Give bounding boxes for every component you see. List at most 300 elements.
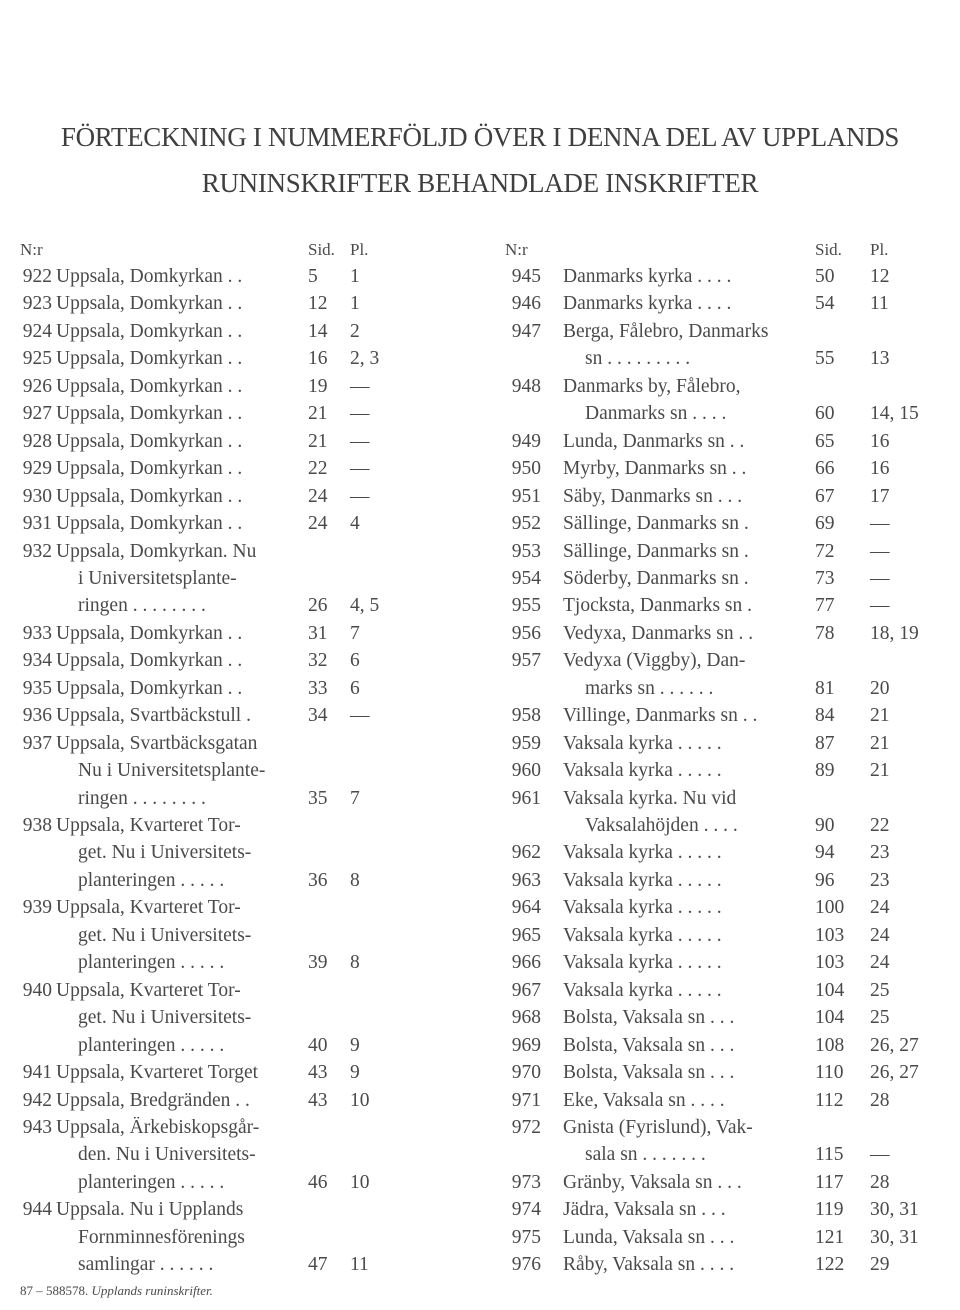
entry-number: 957 [511,650,541,672]
entry-continuation-row [20,842,390,869]
entry-number: 958 [511,705,541,727]
entry-number: 926 [22,375,52,397]
entry-number: 927 [22,403,52,425]
entry-location: planteringen . . . . . [78,1034,225,1056]
entry-location: Uppsala, Domkyrkan. Nu [56,540,257,562]
entry-page: 39 [308,952,328,974]
entry-location: Vaksala kyrka . . . . . [563,979,722,1001]
entry-location: Jädra, Vaksala sn . . . [563,1199,726,1221]
entry-continuation-row [20,595,390,622]
entry-row [505,1090,925,1117]
entry-row [505,650,925,677]
entry-continuation-row [20,1035,390,1062]
entry-page: 78 [815,622,835,644]
entry-page: 110 [815,1062,844,1084]
entry-page: 47 [308,1254,328,1276]
entry-plate: 11 [350,1254,369,1276]
entry-row [20,348,390,375]
entry-plate: — [350,430,370,452]
header-pl: Pl. [870,240,889,259]
entry-number: 973 [511,1171,541,1193]
entry-number: 923 [22,293,52,315]
entry-page: 104 [815,1007,845,1029]
entry-plate: 21 [870,760,890,782]
entry-location: samlingar . . . . . . [78,1254,214,1276]
entry-plate: 4 [350,513,360,535]
entry-number: 949 [511,430,541,452]
entry-row [20,650,390,677]
entry-page: 100 [815,897,845,919]
entry-location: Uppsala, Kvarteret Tor- [56,897,241,919]
entry-number: 940 [22,979,52,1001]
entry-continuation-row [20,1254,390,1281]
entry-plate: — [350,458,370,480]
entry-location: Bolsta, Vaksala sn . . . [563,1062,735,1084]
entry-page: 34 [308,705,328,727]
entry-continuation-row [20,1227,390,1254]
entry-plate: 25 [870,979,890,1001]
entry-row [505,321,925,348]
entry-location: Berga, Fålebro, Danmarks [563,320,769,342]
entry-page: 16 [308,348,328,370]
entry-number: 971 [511,1089,541,1111]
entry-location: Söderby, Danmarks sn . [563,567,749,589]
entry-page: 103 [815,924,845,946]
entry-page: 50 [815,266,835,287]
entry-number: 951 [511,485,541,507]
entry-number: 939 [22,897,52,919]
entry-page: 87 [815,732,835,754]
entry-row [505,266,925,293]
entry-location: Vaksala kyrka. Nu vid [563,787,737,809]
entry-continuation-row [20,1007,390,1034]
footer [20,1283,213,1299]
entry-row [505,1007,925,1034]
entry-number: 935 [22,677,52,699]
entry-page: 66 [815,458,835,480]
entry-plate: 16 [870,458,890,480]
entry-plate: 1 [350,266,360,287]
header-pl: Pl. [350,240,369,259]
entry-number: 932 [22,540,52,562]
entry-location: Uppsala, Domkyrkan . . [56,458,243,480]
entry-page: 33 [308,677,328,699]
entry-page: 108 [815,1034,845,1056]
entry-number: 925 [22,348,52,370]
entry-location: Gränby, Vaksala sn . . . [563,1171,742,1193]
entry-row [505,1035,925,1062]
entry-page: 21 [308,403,328,425]
entry-row [20,431,390,458]
entry-plate: 2 [350,320,360,342]
entry-continuation-row [20,1172,390,1199]
entry-continuation-row [20,1144,390,1171]
header-nr: N:r [20,240,43,259]
entry-number: 960 [511,760,541,782]
entry-row [505,486,925,513]
entry-plate: 29 [870,1254,890,1276]
entry-row [505,568,925,595]
entry-number: 965 [511,924,541,946]
entry-continuation-row [20,568,390,595]
entry-location: Vaksala kyrka . . . . . [563,924,722,946]
entry-row [20,705,390,732]
entry-row [20,1062,390,1089]
entry-location: get. Nu i Universitets- [78,842,252,864]
entry-number: 930 [22,485,52,507]
entry-plate: 26, 27 [870,1034,919,1056]
entry-number: 969 [511,1034,541,1056]
entry-plate: 12 [870,266,890,287]
entry-row [505,897,925,924]
entry-number: 956 [511,622,541,644]
entry-plate: 28 [870,1171,890,1193]
entry-row [505,376,925,403]
entry-row [505,1117,925,1144]
entry-number: 946 [511,293,541,315]
entry-location: Sällinge, Danmarks sn . [563,513,749,535]
entry-row [20,321,390,348]
entry-page: 65 [815,430,835,452]
entry-page: 90 [815,815,835,836]
entry-location: Uppsala, Kvarteret Torget [56,1062,259,1084]
entry-row [505,1062,925,1089]
entry-row [20,266,390,293]
entry-number: 975 [511,1226,541,1248]
entry-plate: — [350,485,370,507]
entry-plate: 17 [870,485,890,507]
entry-location: Säby, Danmarks sn . . . [563,485,743,507]
entry-plate: — [870,513,890,535]
entry-continuation-row [505,678,925,705]
entry-plate: 24 [870,952,890,974]
entry-number: 962 [511,842,541,864]
entry-page: 12 [308,293,328,315]
entry-location: Danmarks kyrka . . . . [563,266,732,287]
entry-plate: 14, 15 [870,403,919,425]
entry-page: 19 [308,375,328,397]
entry-location: Vaksala kyrka . . . . . [563,869,722,891]
entry-number: 937 [22,732,52,754]
column-header [20,240,390,267]
entry-row [20,623,390,650]
entry-plate: 28 [870,1089,890,1111]
entry-page: 112 [815,1089,844,1111]
entry-number: 976 [511,1254,541,1276]
entry-location: Uppsala, Svartbäcksgatan [56,732,258,754]
entry-location: Uppsala, Domkyrkan . . [56,485,243,507]
entry-plate: 24 [870,924,890,946]
entry-location: Fornminnesförenings [78,1226,245,1248]
entry-location: Uppsala, Domkyrkan . . [56,650,243,672]
entry-number: 967 [511,979,541,1001]
entry-plate: 10 [350,1171,370,1193]
entry-row [505,952,925,979]
entry-number: 950 [511,458,541,480]
entry-plate: 1 [350,293,360,315]
column-header [505,240,925,267]
entry-continuation-row [20,952,390,979]
entry-location: Eke, Vaksala sn . . . . [563,1089,725,1111]
entry-page: 60 [815,403,835,425]
entry-page: 121 [815,1226,845,1248]
entry-page: 104 [815,979,845,1001]
entry-continuation-row [20,788,390,815]
entry-location: Gnista (Fyrislund), Vak- [563,1116,753,1138]
entry-page: 14 [308,320,328,342]
entry-plate: 8 [350,952,360,974]
entry-location: Uppsala, Domkyrkan . . [56,403,243,425]
entry-location: ringen . . . . . . . . [78,787,206,809]
entry-number: 963 [511,869,541,891]
entry-plate: 7 [350,622,360,644]
entry-plate: 2, 3 [350,348,380,370]
entry-plate: 21 [870,705,890,727]
entry-page: 89 [815,760,835,782]
entry-plate: 4, 5 [350,595,380,617]
entry-location: Danmarks sn . . . . [585,403,727,425]
entry-page: 73 [815,567,835,589]
entry-row [505,1199,925,1226]
entry-row [20,403,390,430]
entry-row [20,1199,390,1226]
entry-row [20,1117,390,1144]
entry-page: 43 [308,1089,328,1111]
entry-row [20,486,390,513]
entry-plate: 13 [870,348,890,370]
entry-page: 5 [308,266,318,287]
entry-page: 31 [308,622,328,644]
entry-location: Vaksala kyrka . . . . . [563,732,722,754]
entry-row [20,458,390,485]
entry-continuation-row [20,760,390,787]
entry-location: marks sn . . . . . . [585,677,714,699]
entry-plate: 11 [870,293,889,315]
entry-location: Råby, Vaksala sn . . . . [563,1254,735,1276]
entry-location: Uppsala, Domkyrkan . . [56,348,243,370]
entry-page: 115 [815,1144,844,1166]
entry-location: planteringen . . . . . [78,952,225,974]
entry-row [505,595,925,622]
entry-page: 24 [308,513,328,535]
entry-number: 942 [22,1089,52,1111]
entry-row [20,541,390,568]
entry-continuation-row [20,870,390,897]
entry-row [20,376,390,403]
entry-location: Uppsala, Svartbäckstull . [56,705,251,727]
entry-number: 964 [511,897,541,919]
entry-plate: 20 [870,677,890,699]
entry-location: Myrby, Danmarks sn . . [563,458,747,480]
entry-plate: 25 [870,1007,890,1029]
entry-number: 974 [511,1199,541,1221]
entry-row [20,815,390,842]
entry-plate: 21 [870,732,890,754]
entry-location: Vaksala kyrka . . . . . [563,952,722,974]
entry-plate: 26, 27 [870,1062,919,1084]
entry-page: 40 [308,1034,328,1056]
entry-page: 43 [308,1062,328,1084]
entry-number: 954 [511,567,541,589]
entry-plate: 23 [870,842,890,864]
entry-plate: — [870,567,890,589]
entry-location: Villinge, Danmarks sn . . [563,705,758,727]
entry-page: 22 [308,458,328,480]
entry-row [20,980,390,1007]
entry-location: Sällinge, Danmarks sn . [563,540,749,562]
entry-location: ringen . . . . . . . . [78,595,206,617]
entry-plate: 16 [870,430,890,452]
entry-continuation-row [505,815,925,842]
entry-location: Lunda, Danmarks sn . . [563,430,745,452]
entry-location: Uppsala, Domkyrkan . . [56,375,243,397]
entry-number: 947 [511,320,541,342]
entry-row [505,980,925,1007]
entry-row [505,842,925,869]
entry-continuation-row [505,403,925,430]
entry-location: Uppsala, Bredgränden . . [56,1089,250,1111]
entry-number: 934 [22,650,52,672]
entry-row [505,1172,925,1199]
entry-number: 929 [22,458,52,480]
header-sid: Sid. [815,240,842,259]
entry-row [505,705,925,732]
entry-location: sn . . . . . . . . . [585,348,691,370]
entry-location: Vedyxa (Viggby), Dan- [563,650,746,672]
header-nr: N:r [505,240,528,259]
entry-plate: 6 [350,677,360,699]
entry-location: Uppsala, Domkyrkan . . [56,320,243,342]
entry-page: 119 [815,1199,844,1221]
entry-location: Uppsala, Domkyrkan . . [56,293,243,315]
entry-page: 46 [308,1171,328,1193]
entry-number: 928 [22,430,52,452]
entry-location: Danmarks by, Fålebro, [563,375,741,397]
entry-plate: — [870,540,890,562]
entry-location: get. Nu i Universitets- [78,924,252,946]
header-sid: Sid. [308,240,335,259]
entry-row [20,897,390,924]
entry-location: Nu i Universitetsplante- [78,760,266,782]
footer-title: Upplands runinskrifter. [91,1283,213,1298]
entry-number: 941 [22,1062,52,1084]
entry-plate: — [870,595,890,617]
entry-row [505,1254,925,1281]
entry-row [505,870,925,897]
entry-plate: 22 [870,815,890,836]
entry-location: Danmarks kyrka . . . . [563,293,732,315]
entry-page: 117 [815,1171,844,1193]
entry-location: Lunda, Vaksala sn . . . [563,1226,735,1248]
entry-plate: 8 [350,869,360,891]
entry-location: Uppsala, Domkyrkan . . [56,677,243,699]
entry-page: 24 [308,485,328,507]
entry-row [20,1090,390,1117]
entry-plate: 18, 19 [870,622,919,644]
entry-row [505,1227,925,1254]
entry-page: 122 [815,1254,845,1276]
entry-location: planteringen . . . . . [78,869,225,891]
entry-location: Uppsala. Nu i Upplands [56,1199,244,1221]
entry-number: 972 [511,1116,541,1138]
entry-row [505,623,925,650]
entry-location: Vaksala kyrka . . . . . [563,897,722,919]
entry-row [505,513,925,540]
entry-location: Vaksalahöjden . . . . [585,815,738,836]
entry-location: Uppsala, Kvarteret Tor- [56,815,241,836]
entry-number: 968 [511,1007,541,1029]
page-title-line2: RUNINSKRIFTER BEHANDLADE INSKRIFTER [201,168,759,198]
entry-number: 943 [22,1116,52,1138]
entry-page: 67 [815,485,835,507]
entry-page: 21 [308,430,328,452]
entry-number: 944 [22,1199,52,1221]
entry-continuation-row [505,1144,925,1171]
entry-number: 931 [22,513,52,535]
entry-plate: — [350,403,370,425]
entry-number: 955 [511,595,541,617]
entry-plate: 7 [350,787,360,809]
entry-plate: 6 [350,650,360,672]
entry-row [20,513,390,540]
entry-number: 922 [22,266,52,287]
entry-row [505,925,925,952]
entry-plate: 30, 31 [870,1199,919,1221]
entry-location: Vedyxa, Danmarks sn . . [563,622,754,644]
entry-plate: — [870,1144,890,1166]
entry-row [505,788,925,815]
entry-row [505,458,925,485]
entry-page: 35 [308,787,328,809]
entry-location: Uppsala, Domkyrkan . . [56,430,243,452]
entry-location: Bolsta, Vaksala sn . . . [563,1034,735,1056]
entry-number: 959 [511,732,541,754]
entry-row [505,733,925,760]
entry-page: 69 [815,513,835,535]
entry-number: 961 [511,787,541,809]
entry-continuation-row [20,925,390,952]
entry-location: Vaksala kyrka . . . . . [563,842,722,864]
entry-page: 81 [815,677,835,699]
entry-number: 938 [22,815,52,836]
entry-location: Uppsala, Domkyrkan . . [56,622,243,644]
entry-row [20,293,390,320]
entry-number: 970 [511,1062,541,1084]
entry-page: 84 [815,705,835,727]
entry-page: 32 [308,650,328,672]
entry-location: get. Nu i Universitets- [78,1007,252,1029]
entry-page: 96 [815,869,835,891]
entry-number: 933 [22,622,52,644]
entry-row [505,760,925,787]
entry-number: 936 [22,705,52,727]
entry-page: 94 [815,842,835,864]
entry-page: 77 [815,595,835,617]
entry-plate: — [350,375,370,397]
entry-row [20,678,390,705]
footer-code: 87 – 588578. [20,1283,89,1298]
entry-plate: 9 [350,1034,360,1056]
entry-location: Tjocksta, Danmarks sn . [563,595,753,617]
entry-page: 54 [815,293,835,315]
entry-plate: 30, 31 [870,1226,919,1248]
entry-plate: — [350,705,370,727]
entry-location: Uppsala, Domkyrkan . . [56,266,243,287]
entry-row [20,733,390,760]
entry-plate: 10 [350,1089,370,1111]
entry-location: Vaksala kyrka . . . . . [563,760,722,782]
entry-page: 55 [815,348,835,370]
